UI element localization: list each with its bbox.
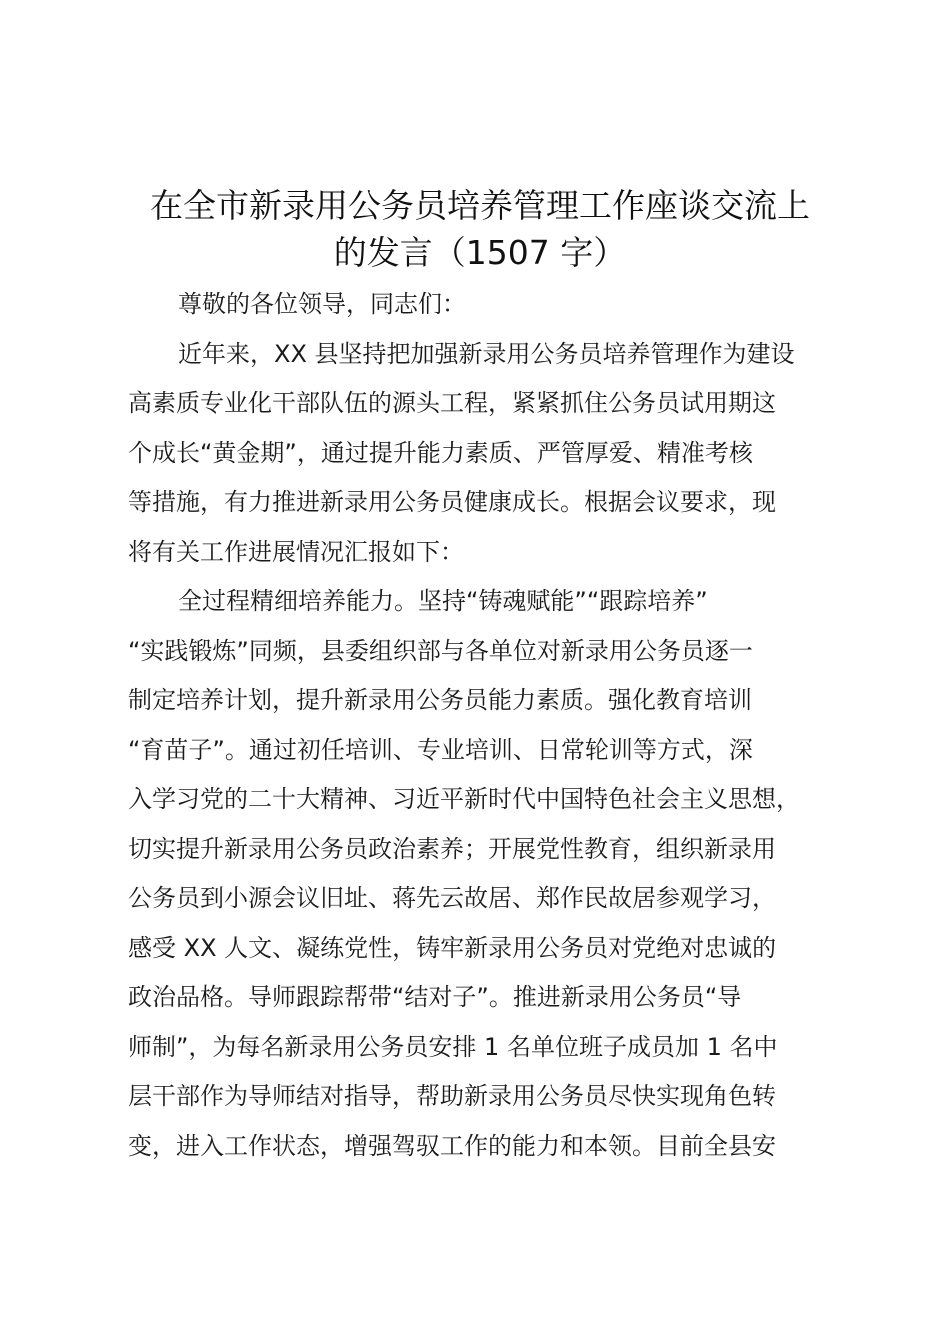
title-line-1: 在全市新录用公务员培养管理工作座谈交流上 — [150, 186, 810, 225]
paragraph-line: 政治品格。导师跟踪帮带“结对子”。推进新录用公务员“导 — [128, 983, 742, 1011]
paragraph-line: 个成长“黄金期”，通过提升能力素质、严管厚爱、精准考核 — [128, 438, 753, 467]
salutation-line: 尊敬的各位领导，同志们： — [178, 290, 466, 318]
paragraph-line: 全过程精细培养能力。坚持“铸魂赋能”“跟踪培养” — [178, 587, 708, 615]
paragraph-line: 高素质专业化干部队伍的源头工程，紧紧抓住公务员试用期这 — [128, 389, 776, 417]
paragraph-line: 近年来，XX 县坚持把加强新录用公务员培养管理作为建设 — [178, 339, 795, 368]
paragraph-line: 等措施，有力推进新录用公务员健康成长。根据会议要求，现 — [128, 488, 776, 516]
paragraph-line: “育苗子”。通过初任培训、专业培训、日常轮训等方式，深 — [128, 735, 753, 764]
document-title — [110, 182, 850, 276]
paragraph-line: 公务员到小源会议旧址、蒋先云故居、郑作民故居参观学习， — [128, 884, 776, 912]
paragraph-line: 师制”，为每名新录用公务员安排 1 名单位班子成员加 1 名中 — [128, 1032, 778, 1061]
paragraph-line: 制定培养计划，提升新录用公务员能力素质。强化教育培训 — [128, 686, 752, 714]
paragraph-line: 将有关工作进展情况汇报如下： — [128, 537, 464, 566]
title-line-2: 的发言（1507 字） — [333, 233, 627, 272]
paragraph-line: 层干部作为导师结对指导，帮助新录用公务员尽快实现角色转 — [128, 1082, 776, 1110]
paragraph-line: 入学习党的二十大精神、习近平新时代中国特色社会主义思想， — [128, 785, 800, 813]
paragraph-line: 切实提升新录用公务员政治素养；开展党性教育，组织新录用 — [128, 834, 776, 863]
paragraph-line: “实践锻炼”同频，县委组织部与各单位对新录用公务员逐一 — [128, 636, 753, 665]
document-body — [128, 280, 853, 1171]
paragraph-line: 感受 XX 人文、凝练党性，铸牢新录用公务员对党绝对忠诚的 — [128, 933, 777, 962]
paragraph-line: 变，进入工作状态，增强驾驭工作的能力和本领。目前全县安 — [128, 1131, 776, 1160]
